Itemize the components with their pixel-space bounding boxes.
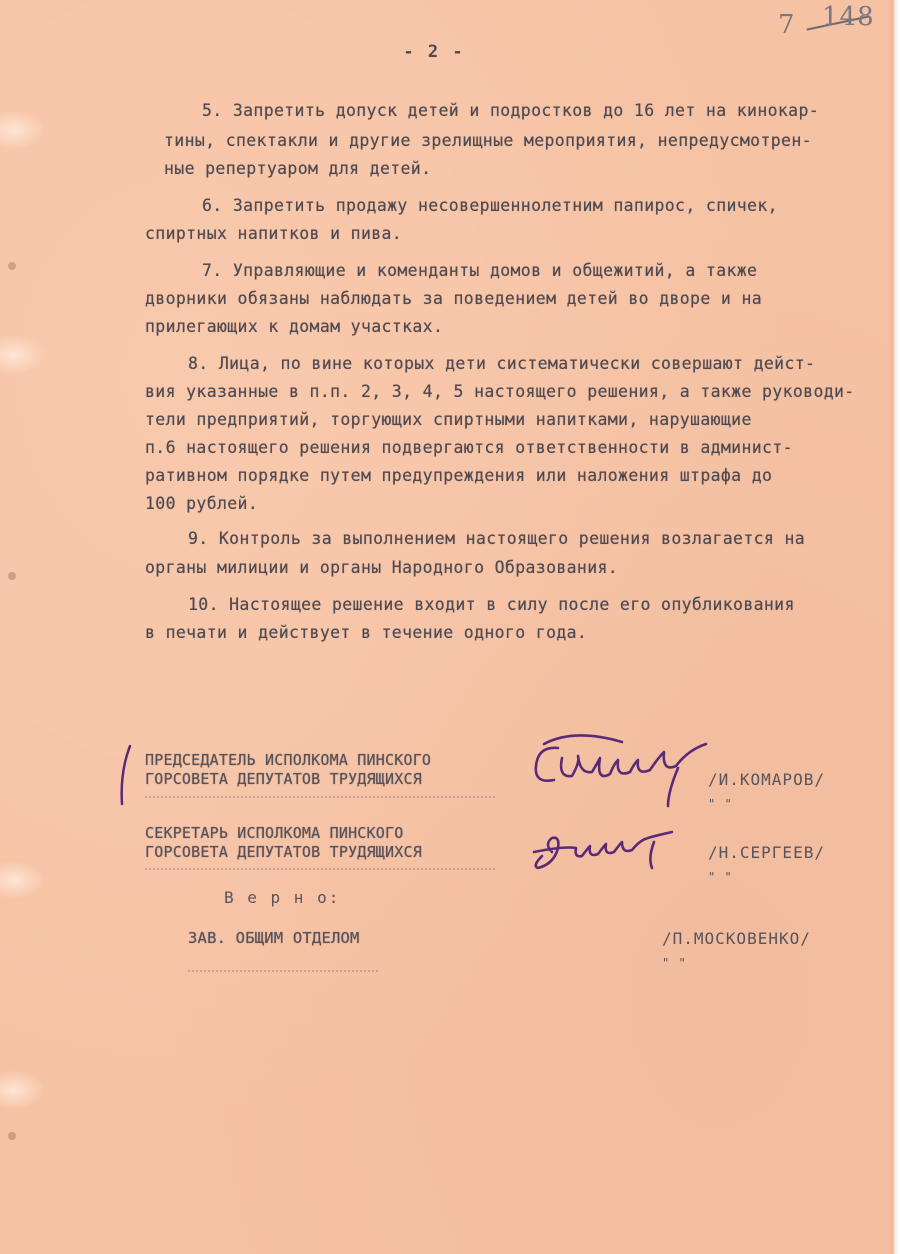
binding-crease [0, 860, 46, 900]
chairman-title-line: ГОРСОВЕТА ДЕПУТАТОВ ТРУДЯЩИХСЯ [145, 770, 422, 788]
text-line: 7. Управляющие и коменданты домов и общежитий, а также [202, 261, 758, 280]
faint-impression [145, 796, 495, 800]
text-line: 6. Запретить продажу несовершеннолетним папирос, спичек, [202, 196, 778, 215]
text-line: вия указанные в п.п. 2, 3, 4, 5 настоящего решения, а также руководи- [145, 382, 855, 401]
margin-mark [110, 742, 140, 808]
folio-number [778, 2, 888, 46]
faint-impression [188, 970, 378, 974]
text-line: ративном порядке путем предупреждения или наложения штрафа до [145, 466, 773, 485]
folio-old: 7 [778, 10, 796, 40]
head-name: /П.МОСКОВЕНКО/ [662, 929, 811, 948]
text-line: 100 рублей. [145, 494, 259, 513]
text-line: спиртных напитков и пива. [145, 224, 403, 243]
verified-label: В е р н о: [224, 888, 341, 907]
binding-crease [0, 335, 46, 375]
head-title: ЗАВ. ОБЩИМ ОТДЕЛОМ [188, 929, 360, 947]
binding-crease [0, 1070, 46, 1110]
text-line: в печати и действует в течение одного года. [145, 623, 588, 642]
text-line: прилегающих к домам участках. [145, 317, 444, 336]
text-line: 10. Настоящее решение входит в силу после его опубликования [188, 595, 795, 614]
secretary-signature [524, 818, 684, 874]
faint-impression [145, 868, 495, 872]
secretary-title-line: СЕКРЕТАРЬ ИСПОЛКОМА ПИНСКОГО [145, 824, 404, 842]
chairman-ditto-marks: " " [708, 797, 733, 811]
text-line: дворники обязаны наблюдать за поведением детей во дворе и на [145, 289, 763, 308]
text-line: п.6 настоящего решения подвергаются ответственности в админист- [145, 438, 793, 457]
page-edge [888, 0, 900, 1254]
text-line: тели предприятий, торгующих спиртными напитками, нарушающие [145, 410, 752, 429]
text-line: 5. Запретить допуск детей и подростков до 16 лет на кинокар- [202, 101, 820, 120]
page-number: - 2 - [403, 42, 465, 62]
chairman-signature [518, 722, 718, 814]
text-line: 9. Контроль за выполнением настоящего решения возлагается на [188, 529, 806, 548]
secretary-ditto-marks: " " [708, 870, 733, 884]
punch-hole [8, 262, 16, 270]
punch-hole [8, 572, 16, 580]
chairman-title-line: ПРЕДСЕДАТЕЛЬ ИСПОЛКОМА ПИНСКОГО [145, 751, 432, 769]
secretary-name: /Н.СЕРГЕЕВ/ [708, 843, 825, 862]
head-ditto-marks: " " [662, 956, 687, 970]
text-line: ные репертуаром для детей. [164, 159, 432, 178]
punch-hole [8, 1132, 16, 1140]
secretary-title-line: ГОРСОВЕТА ДЕПУТАТОВ ТРУДЯЩИХСЯ [145, 843, 422, 861]
folio-new: 148 [822, 2, 875, 32]
text-line: органы милиции и органы Народного Образования. [145, 558, 619, 577]
binding-crease [0, 110, 46, 150]
text-line: 8. Лица, по вине которых дети систематически совершают дейст- [188, 354, 816, 373]
text-line: тины, спектакли и другие зрелищные мероприятия, непредусмотрен- [164, 131, 812, 150]
chairman-name: /И.КОМАРОВ/ [708, 770, 825, 789]
